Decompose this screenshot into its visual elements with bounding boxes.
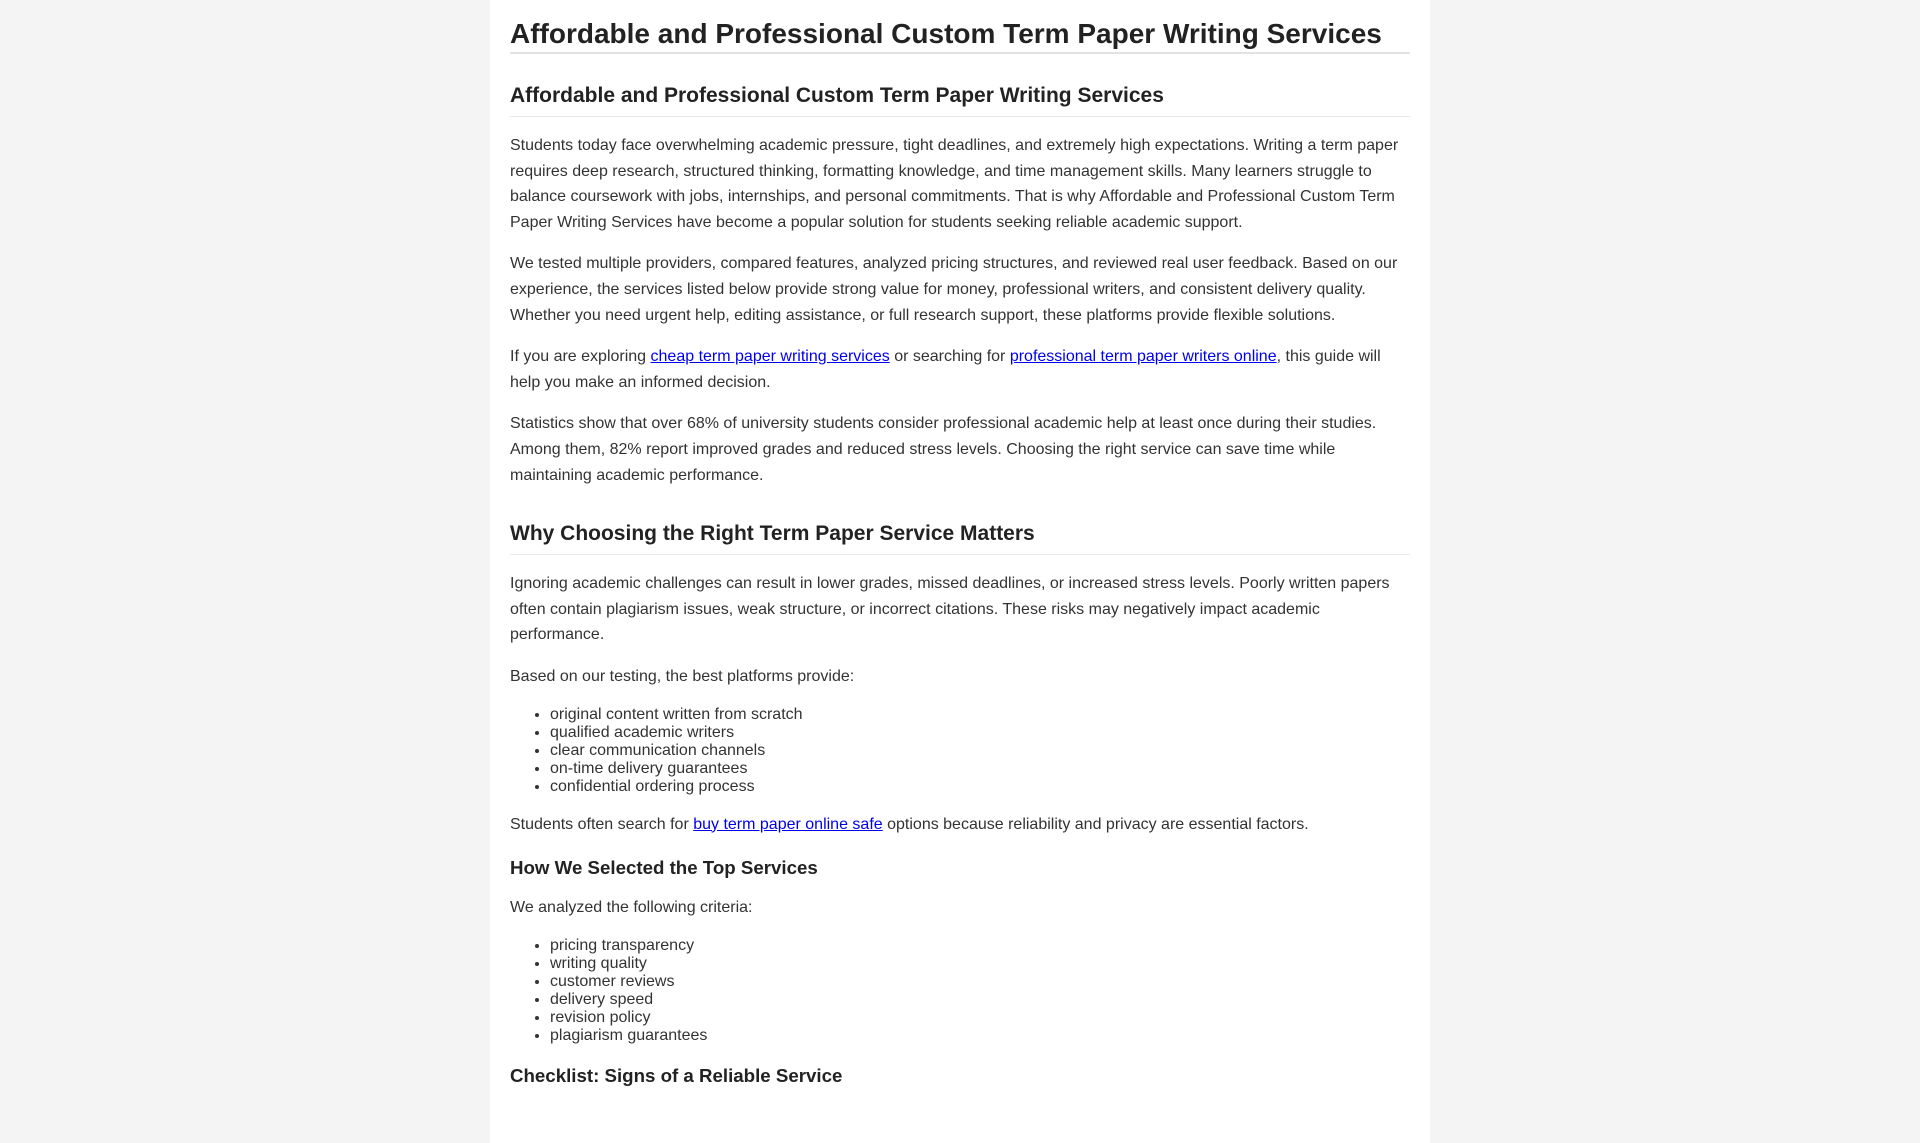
- buy-term-paper-safe-link[interactable]: buy term paper online safe: [693, 815, 883, 833]
- intro-paragraph-2: We tested multiple providers, compared features, analyzed pricing structures, and reviewed real user feedback. Based on our experience, the services listed below provide strong value for money, professional writers, and consistent delivery quality. Whether you need urgent help, editing assistance, or full research support, these platforms provide flexible solutions.: [510, 255, 1398, 324]
- checklist-section: [510, 1065, 1410, 1087]
- selection-intro: We analyzed the following criteria:: [510, 899, 753, 917]
- buy-safe-text-after: options because reliability and privacy are essential factors.: [882, 815, 1309, 833]
- cheap-term-paper-link[interactable]: cheap term paper writing services: [650, 348, 890, 366]
- buy-safe-text-before: Students often search for: [510, 815, 694, 833]
- selection-section: [510, 857, 1410, 1045]
- list-item: • clear communication channels: [550, 742, 1410, 760]
- buy-safe-paragraph: [510, 812, 1410, 838]
- list-item: • pricing transparency: [550, 937, 1410, 955]
- article-container: [490, 0, 1430, 1143]
- links-text-middle: or searching for: [889, 348, 1010, 366]
- list-item: • writing quality: [550, 955, 1410, 973]
- why-paragraph: Ignoring academic challenges can result in lower grades, missed deadlines, or increased stress levels. Poorly written papers often contain plagiarism issues, weak structure, or incorrect citations. These risks may negatively impact academic performance.: [510, 575, 1390, 644]
- page-title: Affordable and Professional Custom Term Paper Writing Services: [510, 18, 1410, 54]
- platform-features-list: [510, 706, 1410, 796]
- links-text-before: If you are exploring: [510, 348, 651, 366]
- list-item: • plagiarism guarantees: [550, 1027, 1410, 1045]
- list-item: • delivery speed: [550, 991, 1410, 1009]
- why-heading: Why Choosing the Right Term Paper Service Matters: [510, 522, 1410, 555]
- links-text-after: , this guide will help you make an informed decision.: [510, 348, 1381, 391]
- list-item: • original content written from scratch: [550, 706, 1410, 724]
- checklist-heading: Checklist: Signs of a Reliable Service: [510, 1064, 843, 1086]
- links-paragraph: [510, 344, 1410, 395]
- criteria-list: [510, 937, 1410, 1045]
- intro-paragraph-1: Students today face overwhelming academic pressure, tight deadlines, and extremely high expectations. Writing a term paper requires deep research, structured thinking, formatting knowledge, and time management skills. Many learners struggle to balance coursework with jobs, internships, and personal commitments. That is why Affordable and Professional Custom Term Paper Writing Services have become a popular solution for students seeking reliable academic support.: [510, 137, 1399, 231]
- professional-writers-link[interactable]: professional term paper writers online: [1009, 348, 1277, 366]
- intro-section: [510, 84, 1410, 488]
- list-item: • qualified academic writers: [550, 724, 1410, 742]
- why-section: [510, 522, 1410, 837]
- why-list-intro: Based on our testing, the best platforms provide:: [510, 667, 855, 685]
- stats-paragraph: Statistics show that over 68% of university students consider professional academic help at least once during their studies. Among them, 82% report improved grades and reduced stress levels. Choosing the right service can save time while maintaining academic performance.: [510, 415, 1377, 484]
- list-item: • customer reviews: [550, 973, 1410, 991]
- list-item: • revision policy: [550, 1009, 1410, 1027]
- intro-heading: Affordable and Professional Custom Term Paper Writing Services: [510, 84, 1410, 117]
- list-item: • on-time delivery guarantees: [550, 760, 1410, 778]
- list-item: • confidential ordering process: [550, 778, 1410, 796]
- selection-heading: How We Selected the Top Services: [510, 857, 818, 879]
